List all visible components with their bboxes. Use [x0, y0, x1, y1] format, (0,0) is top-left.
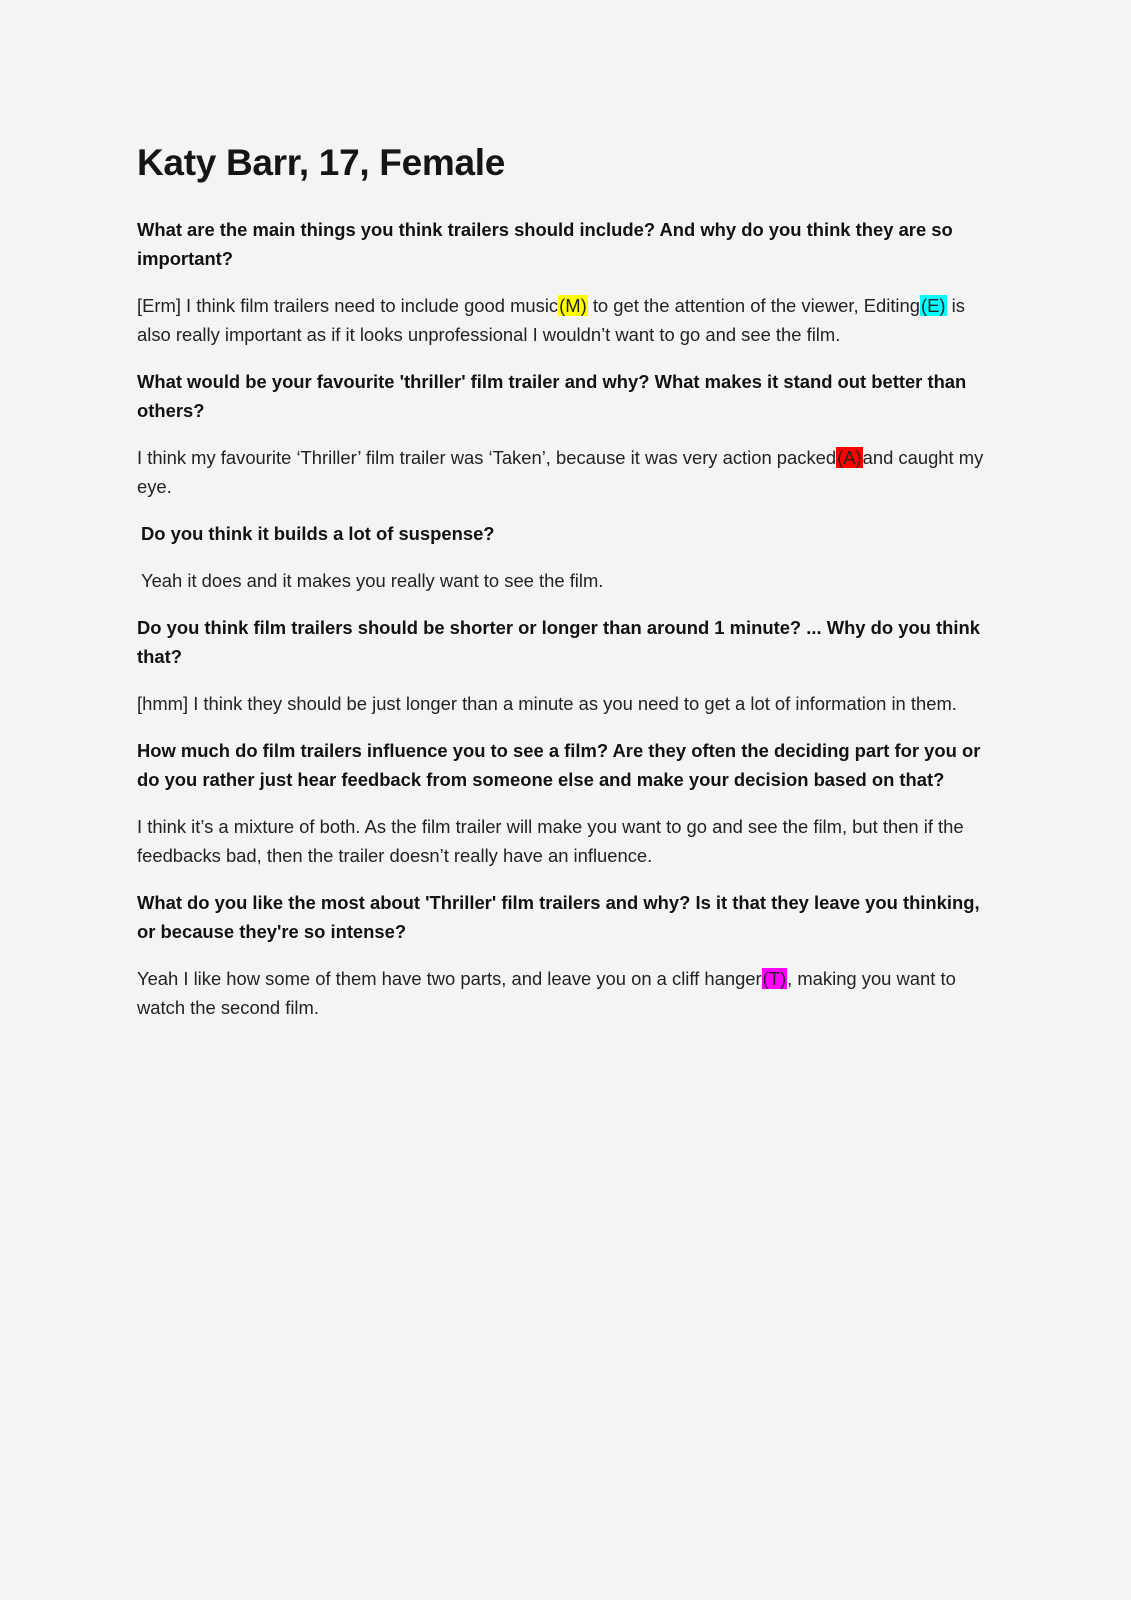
question-text: How much do film trailers influence you to see a film? Are they often the deciding part for you or do you rather just hear feedback from someone else and make your decision based on that? [137, 740, 981, 790]
answer-segment: Yeah I like how some of them have two parts, and leave you on a cliff hanger [137, 968, 762, 989]
answer-segment: I think it’s a mixture of both. As the film trailer will make you want to go and see the film, but then if the feedbacks bad, then the trailer doesn’t really have an influence. [137, 816, 964, 866]
answer-segment: , making you want to watch the second film. [137, 968, 956, 1018]
question-text: What would be your favourite 'thriller' film trailer and why? What makes it stand out better than others? [137, 371, 967, 421]
answer-text [137, 689, 997, 718]
question-text: What are the main things you think trailers should include? And why do you think they are so important? [137, 219, 953, 269]
answer-segment: [hmm] I think they should be just longer than a minute as you need to get a lot of information in them. [137, 693, 957, 714]
question-text: What do you like the most about 'Thriller' film trailers and why? Is it that they leave you thinking, or because they're so intense? [137, 892, 980, 942]
answer-text [137, 812, 997, 870]
answer-segment: and caught my eye. [137, 447, 984, 497]
answer-segment: is also really important as if it looks unprofessional I wouldn’t want to go and see the film. [137, 295, 965, 345]
answer-segment: I think my favourite ‘Thriller’ film trailer was ‘Taken’, because it was very action packed [137, 447, 837, 468]
answer-text [137, 566, 997, 595]
question-text: Do you think film trailers should be shorter or longer than around 1 minute? ... Why do you think that? [137, 617, 980, 667]
qa-list [137, 215, 997, 1022]
question-text: Do you think it builds a lot of suspense? [141, 523, 495, 544]
answer-segment: Yeah it does and it makes you really want to see the film. [141, 570, 604, 591]
page-title: Katy Barr, 17, Female [137, 142, 506, 183]
answer-segment: to get the attention of the viewer, Editing [587, 295, 920, 316]
answer-text [137, 291, 997, 349]
document-content [137, 138, 997, 1040]
highlight-code: (T) [762, 968, 787, 989]
answer-segment: [Erm] I think film trailers need to include good music [137, 295, 559, 316]
answer-text [137, 964, 997, 1022]
highlight-code: (E) [920, 295, 946, 316]
highlight-code: (A) [837, 447, 862, 468]
highlight-code: (M) [559, 295, 587, 316]
answer-text [137, 443, 997, 501]
